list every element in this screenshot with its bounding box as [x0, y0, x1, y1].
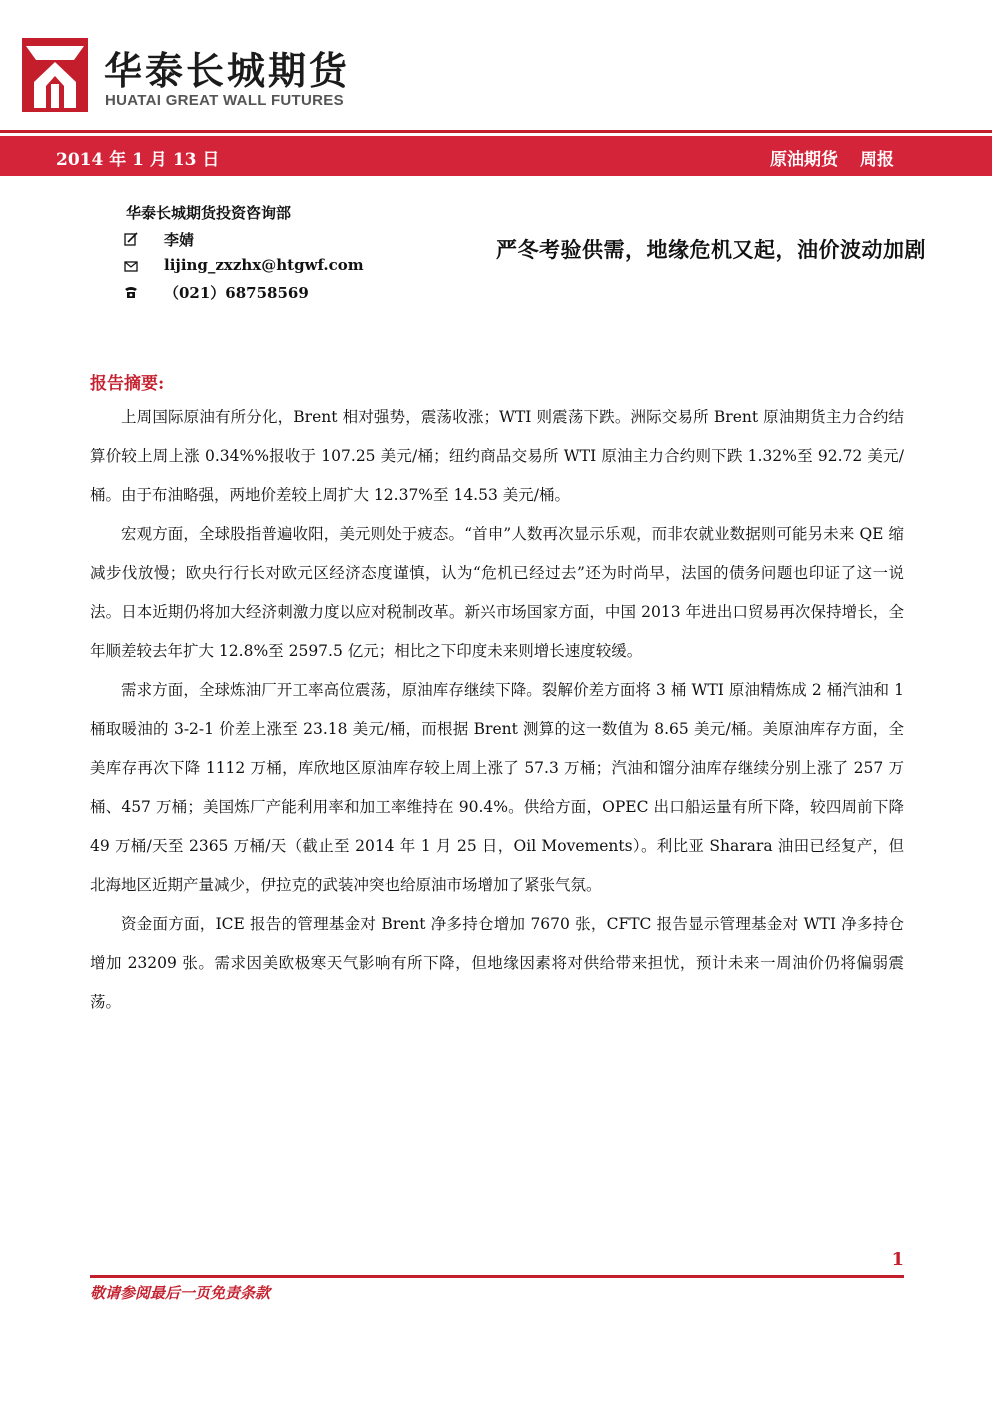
- author-email[interactable]: lijing_zxzhx@htgwf.com: [164, 256, 364, 274]
- phone-icon: [124, 285, 138, 299]
- mail-icon: [124, 259, 138, 273]
- summary-heading: 报告摘要:: [90, 374, 165, 394]
- summary-body: [90, 398, 904, 1022]
- page-number: 1: [891, 1249, 904, 1270]
- report-type: 周报: [860, 150, 894, 170]
- report-category: 原油期货: [770, 150, 838, 170]
- author-department: 华泰长城期货投资咨询部: [126, 204, 292, 222]
- report-banner: [0, 136, 992, 176]
- pen-icon: [124, 232, 138, 246]
- author-name: 李婧: [164, 231, 195, 249]
- disclaimer-link[interactable]: 敬请参阅最后一页免责条款: [90, 1284, 271, 1302]
- brand-name-cn: 华泰长城期货: [104, 49, 351, 93]
- summary-paragraph: 上周国际原油有所分化，Brent 相对强势，震荡收涨；WTI 则震荡下跌。洲际交易所 Brent 原油期货主力合约结算价较上周上涨 0.34%%报收于 107.25 美元/桶；纽约商品交易所 WTI 原油主力合约则下跌 1.32%至 92.72 美元/桶。由于布油略强，两地价差较上周扩大 12.37%至 14.53 美元/桶。: [90, 408, 904, 504]
- report-headline: 严冬考验供需，地缘危机又起，油价波动加剧: [496, 237, 926, 262]
- huatai-logo-icon: [22, 38, 88, 112]
- author-phone: （021）68758569: [164, 284, 309, 302]
- footer-divider: [90, 1275, 904, 1278]
- summary-paragraph: 需求方面，全球炼油厂开工率高位震荡，原油库存继续下降。裂解价差方面将 3 桶 WTI 原油精炼成 2 桶汽油和 1 桶取暖油的 3-2-1 价差上涨至 23.18 美元/桶，而根据 Brent 测算的这一数值为 8.65 美元/桶。美原油库存方面，全美库存再次下降 1112 万桶，库欣地区原油库存较上周上涨了 57.3 万桶；汽油和馏分油库存继续分别上涨了 257 万桶、457 万桶；美国炼厂产能利用率和加工率维持在 90.4%。供给方面，OPEC 出口船运量有所下降，较四周前下降 49 万桶/天至 2365 万桶/天（截止至 2014 年 1 月 25 日，Oil Movements）。利比亚 Sharara 油田已经复产，但北海地区近期产量减少，伊拉克的武装冲突也给原油市场增加了紧张气氛。: [90, 681, 904, 894]
- report-date: 2014 年 1 月 13 日: [56, 150, 220, 170]
- report-tags: [770, 145, 894, 170]
- brand-name-en: HUATAI GREAT WALL FUTURES: [105, 92, 344, 109]
- summary-paragraph: 宏观方面，全球股指普遍收阳，美元则处于疲态。“首申”人数再次显示乐观，而非农就业数据则可能另未来 QE 缩减步伐放慢；欧央行行长对欧元区经济态度谨慎，认为“危机已经过去”还为时尚早，法国的债务问题也印证了这一说法。日本近期仍将加大经济刺激力度以应对税制改革。新兴市场国家方面，中国 2013 年进出口贸易再次保持增长，全年顺差较去年扩大 12.8%至 2597.5 亿元；相比之下印度未来则增长速度较缓。: [90, 525, 904, 660]
- summary-paragraph: 资金面方面，ICE 报告的管理基金对 Brent 净多持仓增加 7670 张，CFTC 报告显示管理基金对 WTI 净多持仓增加 23209 张。需求因美欧极寒天气影响有所下降，但地缘因素将对供给带来担忧，预计未来一周油价仍将偏弱震荡。: [90, 915, 904, 1011]
- header-divider: [0, 130, 992, 133]
